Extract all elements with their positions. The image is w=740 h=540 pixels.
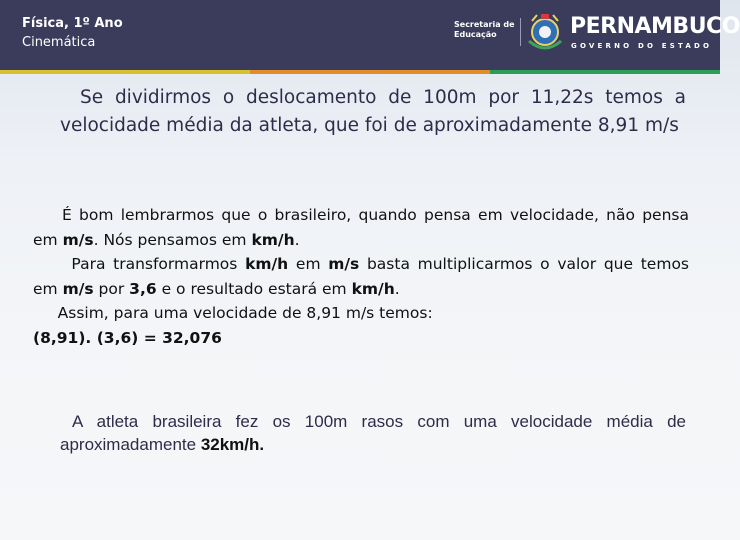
brand-subtitle: GOVERNO DO ESTADO [571,42,713,50]
text-span: . [394,279,400,298]
conclusion-text: A atleta brasileira fez os 100m rasos com uma velocidade média de aproximadamente [60,412,686,454]
text-span: Assim, para uma velocidade de 8,91 m/s temos: [57,304,433,323]
conversion-paragraph [33,203,689,351]
conversion-line-3 [33,252,689,277]
text-span: em [33,279,63,298]
conversion-line-1 [33,203,689,228]
stripe-orange [250,70,490,74]
text-span: . Nós pensamos em [93,230,252,249]
conclusion-paragraph [60,410,686,456]
text-span: em [288,255,329,274]
text-span: e o resultado estará em [156,279,352,298]
text-span: basta multiplicarmos o valor que temos [359,255,689,274]
stripe-yellow [0,70,250,74]
topic-label: Cinemática [22,35,96,50]
factor-value: 3,6 [129,279,157,298]
secretaria-label [454,20,515,40]
slide-heading [22,14,123,52]
state-seal-icon [525,11,565,57]
text-span: por [93,279,130,298]
calculation-text: (8,91). (3,6) = 32,076 [33,328,222,347]
text-span: Para transformarmos [71,255,246,274]
brand-title: PERNAMBUCO [570,14,740,39]
header-bar [0,0,740,70]
unit-ms: m/s [62,230,94,249]
course-label: Física, 1º Ano [22,16,123,31]
result-value: 32km/h. [200,435,265,454]
text-span: em [33,230,63,249]
unit-ms: m/s [328,255,360,274]
secretaria-line-2: Educação [454,30,497,39]
conversion-line-5 [33,301,689,326]
unit-kmh: km/h [251,230,295,249]
conversion-line-2 [33,228,689,253]
stripe-green [490,70,720,74]
unit-kmh: km/h [351,279,395,298]
secretaria-line-1: Secretaria de [454,20,515,29]
text-span: É bom lembrarmos que o brasileiro, quando pensa em velocidade, não pensa [62,206,689,224]
logo-divider [520,18,521,46]
conversion-line-4 [33,277,689,302]
text-span: . [294,230,300,249]
unit-ms: m/s [62,279,94,298]
velocity-text: Se dividirmos o deslocamento de 100m por 11,22s temos a velocidade média da atleta, que foi de aproximadamente 8,91 m/s [60,87,686,136]
velocity-paragraph [60,84,686,140]
calculation-line [33,326,689,351]
unit-kmh: km/h [245,255,289,274]
